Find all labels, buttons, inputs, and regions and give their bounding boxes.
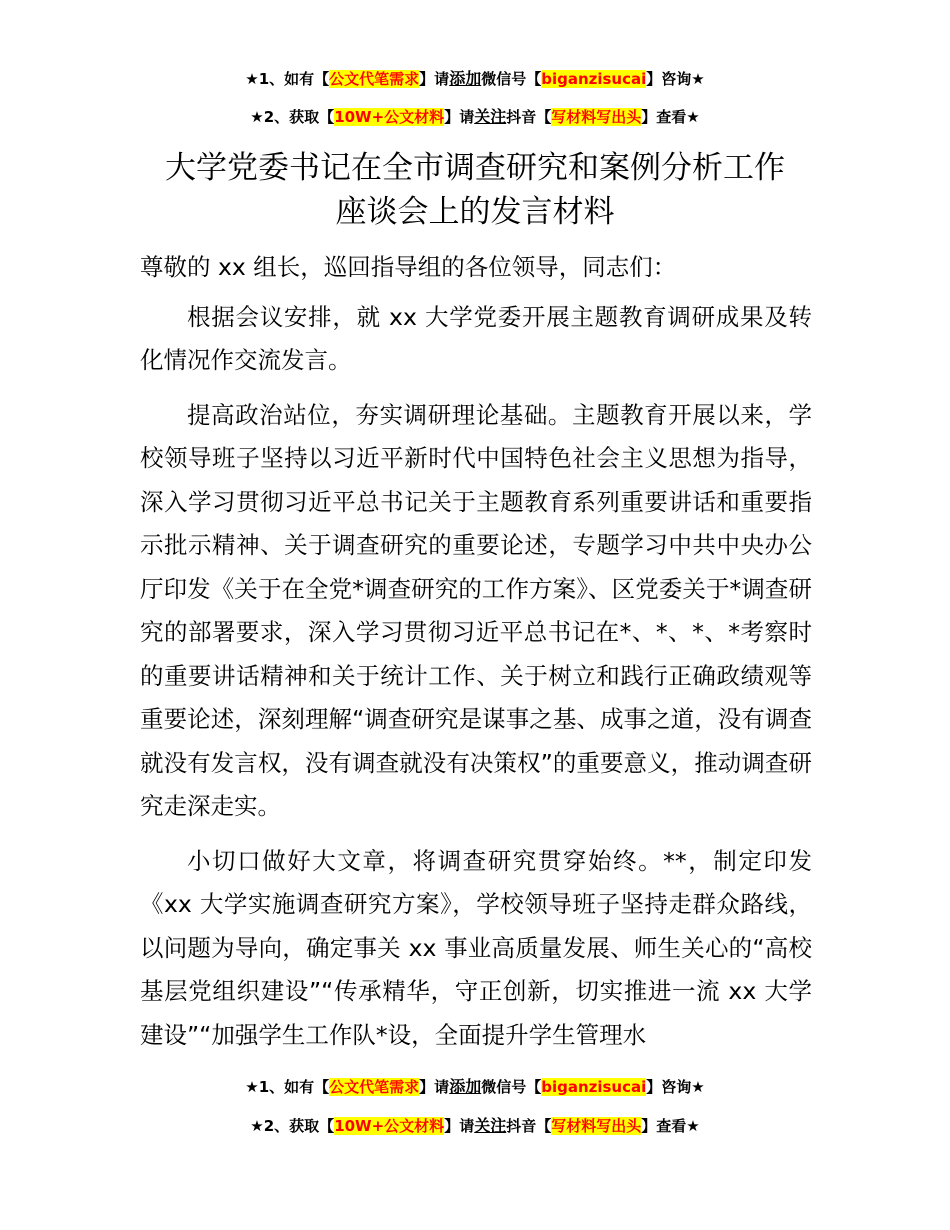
banner-highlight: 10W+公文材料 xyxy=(334,1117,445,1135)
banner-text: 】请 xyxy=(444,108,475,126)
document-body xyxy=(140,246,812,1057)
banner-highlight: 公文代笔需求 xyxy=(329,70,420,88)
banner-text: ★1、如有【 xyxy=(245,70,330,88)
banner-text: 】请 xyxy=(419,1078,450,1096)
banner-emphasis: 关注 xyxy=(474,107,507,126)
banner-emphasis: 关注 xyxy=(474,1116,507,1135)
banner-text: 】查看★ xyxy=(641,108,700,126)
banner-text: ★2、获取【 xyxy=(250,1117,335,1135)
body-paragraph: 根据会议安排，就 xx 大学党委开展主题教育调研成果及转化情况作交流发言。 xyxy=(140,302,812,374)
banner-text: 】咨询★ xyxy=(646,70,705,88)
footer-banner-line-1 xyxy=(0,1076,950,1098)
banner-highlight: 10W+公文材料 xyxy=(334,108,445,126)
banner-douyin-id: 写材料写出头 xyxy=(551,108,642,126)
banner-text: ★1、如有【 xyxy=(245,1078,330,1096)
banner-text: 】查看★ xyxy=(641,1117,700,1135)
banner-text: 】请 xyxy=(444,1117,475,1135)
banner-highlight: 公文代笔需求 xyxy=(329,1078,420,1096)
banner-text: 】咨询★ xyxy=(646,1078,705,1096)
banner-douyin-id: 写材料写出头 xyxy=(551,1117,642,1135)
banner-text: 抖音【 xyxy=(506,1117,552,1135)
footer-banner-line-2 xyxy=(0,1115,950,1137)
header-banner-line-1 xyxy=(0,68,950,90)
banner-text: 抖音【 xyxy=(506,108,552,126)
banner-emphasis: 添加 xyxy=(449,69,482,88)
banner-text: 微信号【 xyxy=(481,1078,542,1096)
banner-text: 微信号【 xyxy=(481,70,542,88)
title-line-1: 大学党委书记在全市调查研究和案例分析工作 xyxy=(165,150,785,186)
body-paragraph: 小切口做好大文章，将调查研究贯穿始终。**，制定印发《xx 大学实施调查研究方案》，学校领导班子坚持走群众路线，以问题为导向，确定事关 xx 事业高质量发展、师生关心的“高校基层党组织建设”“传承精华，守正创新，切实推进一流 xx 大学建设”“加强学生工作队*设，全面提升学生管理水 xyxy=(140,846,812,1049)
salutation: 尊敬的 xx 组长，巡回指导组的各位领导，同志们： xyxy=(140,253,677,281)
banner-emphasis: 添加 xyxy=(449,1077,482,1096)
banner-text: 】请 xyxy=(419,70,450,88)
header-banner-line-2 xyxy=(0,106,950,128)
body-paragraph: 提高政治站位，夯实调研理论基础。主题教育开展以来，学校领导班子坚持以习近平新时代中国特色社会主义思想为指导，深入学习贯彻习近平总书记关于主题教育系列重要讲话和重要指示批示精神、关于调查研究的重要论述，专题学习中共中央办公厅印发《关于在全党*调查研究的工作方案》、区党委关于*调查研究的部署要求，深入学习贯彻习近平总书记在*、*、*、*考察时的重要讲话精神和关于统计工作、关于树立和践行正确政绩观等重要论述，深刻理解“调查研究是谋事之基、成事之道，没有调查就没有发言权，没有调查就没有决策权”的重要意义，推动调查研究走深走实。 xyxy=(140,400,812,820)
document-title xyxy=(100,146,850,234)
title-line-2: 座谈会上的发言材料 xyxy=(335,194,615,230)
banner-wechat-id: biganzisucai xyxy=(541,1078,647,1096)
banner-wechat-id: biganzisucai xyxy=(541,70,647,88)
banner-text: ★2、获取【 xyxy=(250,108,335,126)
